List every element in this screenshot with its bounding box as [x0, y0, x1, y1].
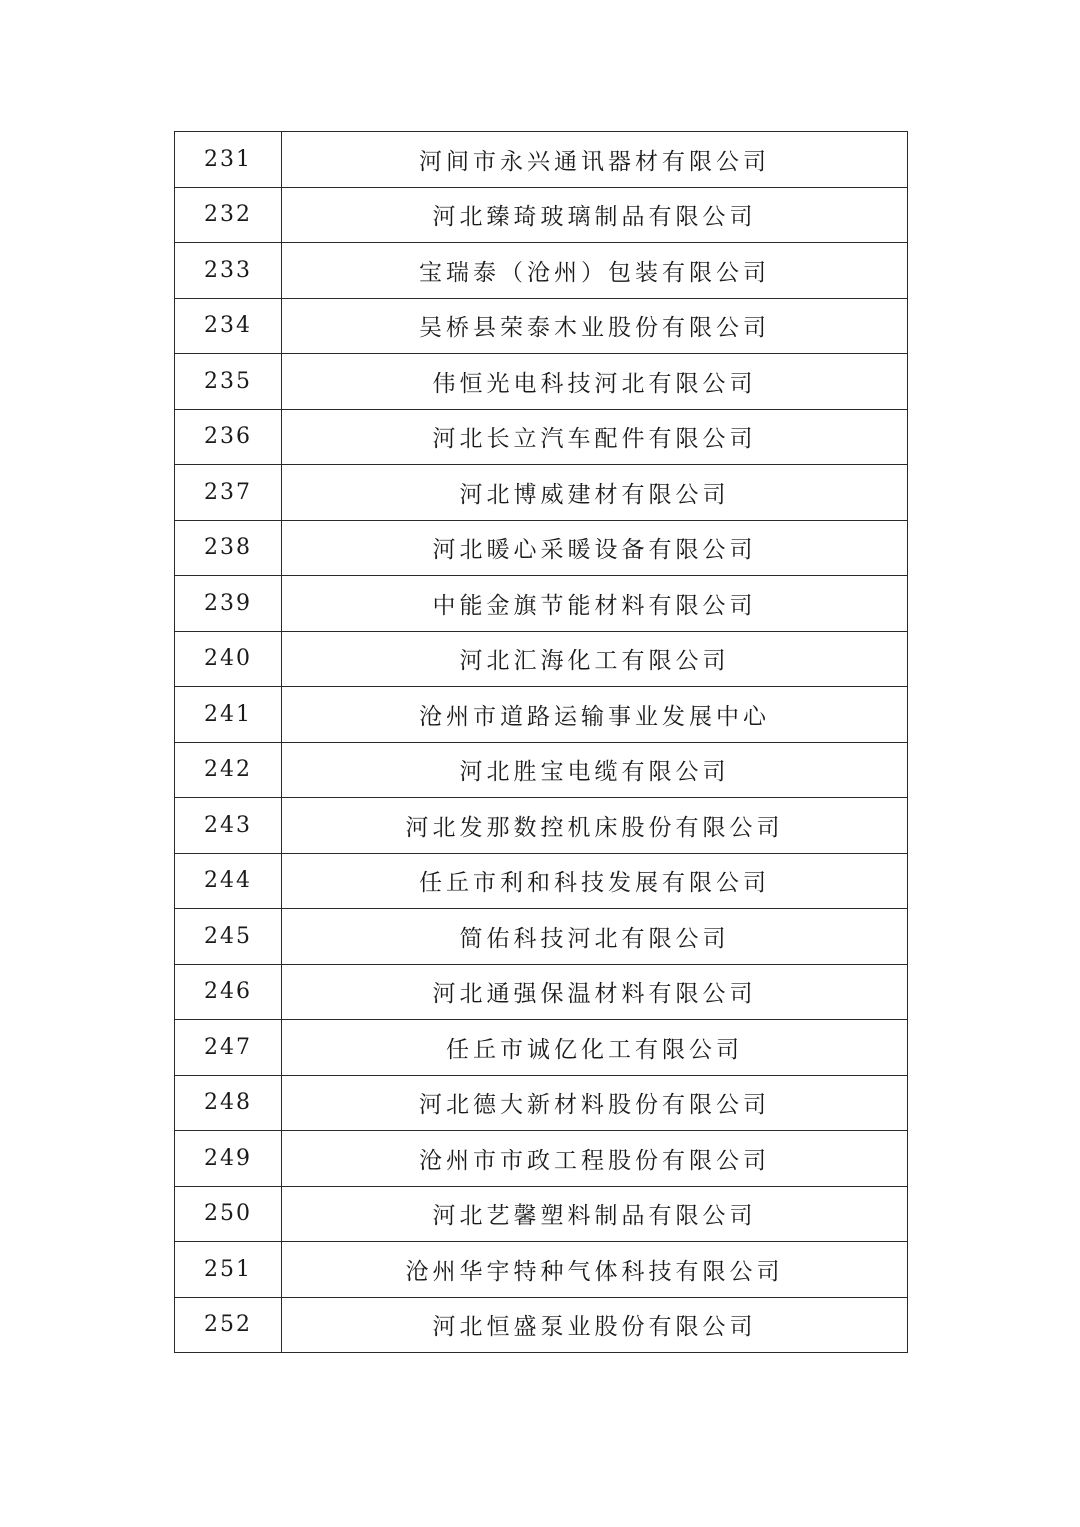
row-number: 237: [175, 465, 282, 521]
row-number: 250: [175, 1186, 282, 1242]
table-row: [175, 409, 908, 465]
row-number: 240: [175, 631, 282, 687]
table-row: [175, 687, 908, 743]
row-number: 241: [175, 687, 282, 743]
company-name: 河北通强保温材料有限公司: [282, 964, 908, 1020]
table-row: [175, 742, 908, 798]
table-row: [175, 243, 908, 299]
company-name: 宝瑞泰（沧州）包装有限公司: [282, 243, 908, 299]
table-row: [175, 298, 908, 354]
company-name: 伟恒光电科技河北有限公司: [282, 354, 908, 410]
company-name: 河北长立汽车配件有限公司: [282, 409, 908, 465]
row-number: 243: [175, 798, 282, 854]
row-number: 247: [175, 1020, 282, 1076]
company-name: 河北博威建材有限公司: [282, 465, 908, 521]
table-row: [175, 1186, 908, 1242]
table-row: [175, 1242, 908, 1298]
company-name: 中能金旗节能材料有限公司: [282, 576, 908, 632]
company-list-table: [174, 131, 908, 1353]
row-number: 239: [175, 576, 282, 632]
row-number: 232: [175, 187, 282, 243]
row-number: 234: [175, 298, 282, 354]
company-name: 沧州市市政工程股份有限公司: [282, 1131, 908, 1187]
row-number: 236: [175, 409, 282, 465]
company-name: 简佑科技河北有限公司: [282, 909, 908, 965]
company-name: 河北恒盛泵业股份有限公司: [282, 1297, 908, 1353]
row-number: 249: [175, 1131, 282, 1187]
table-row: [175, 187, 908, 243]
row-number: 245: [175, 909, 282, 965]
table-row: [175, 465, 908, 521]
row-number: 231: [175, 132, 282, 188]
company-name: 河北发那数控机床股份有限公司: [282, 798, 908, 854]
row-number: 252: [175, 1297, 282, 1353]
company-name: 沧州华宇特种气体科技有限公司: [282, 1242, 908, 1298]
row-number: 242: [175, 742, 282, 798]
company-name: 河北德大新材料股份有限公司: [282, 1075, 908, 1131]
company-name: 吴桥县荣泰木业股份有限公司: [282, 298, 908, 354]
table-row: [175, 1020, 908, 1076]
row-number: 238: [175, 520, 282, 576]
company-name: 河北汇海化工有限公司: [282, 631, 908, 687]
table-row: [175, 1075, 908, 1131]
company-name: 任丘市利和科技发展有限公司: [282, 853, 908, 909]
company-name: 河北胜宝电缆有限公司: [282, 742, 908, 798]
table-row: [175, 132, 908, 188]
table-row: [175, 964, 908, 1020]
table-row: [175, 354, 908, 410]
company-name: 河北臻琦玻璃制品有限公司: [282, 187, 908, 243]
row-number: 248: [175, 1075, 282, 1131]
company-name: 河北艺馨塑料制品有限公司: [282, 1186, 908, 1242]
company-name: 任丘市诚亿化工有限公司: [282, 1020, 908, 1076]
company-list-body: [175, 132, 908, 1353]
company-name: 河间市永兴通讯器材有限公司: [282, 132, 908, 188]
company-name: 河北暖心采暖设备有限公司: [282, 520, 908, 576]
row-number: 246: [175, 964, 282, 1020]
table-row: [175, 1131, 908, 1187]
row-number: 244: [175, 853, 282, 909]
table-row: [175, 909, 908, 965]
table-row: [175, 853, 908, 909]
company-name: 沧州市道路运输事业发展中心: [282, 687, 908, 743]
table-row: [175, 631, 908, 687]
row-number: 233: [175, 243, 282, 299]
table-row: [175, 798, 908, 854]
row-number: 251: [175, 1242, 282, 1298]
table-row: [175, 1297, 908, 1353]
row-number: 235: [175, 354, 282, 410]
table-row: [175, 520, 908, 576]
table-row: [175, 576, 908, 632]
